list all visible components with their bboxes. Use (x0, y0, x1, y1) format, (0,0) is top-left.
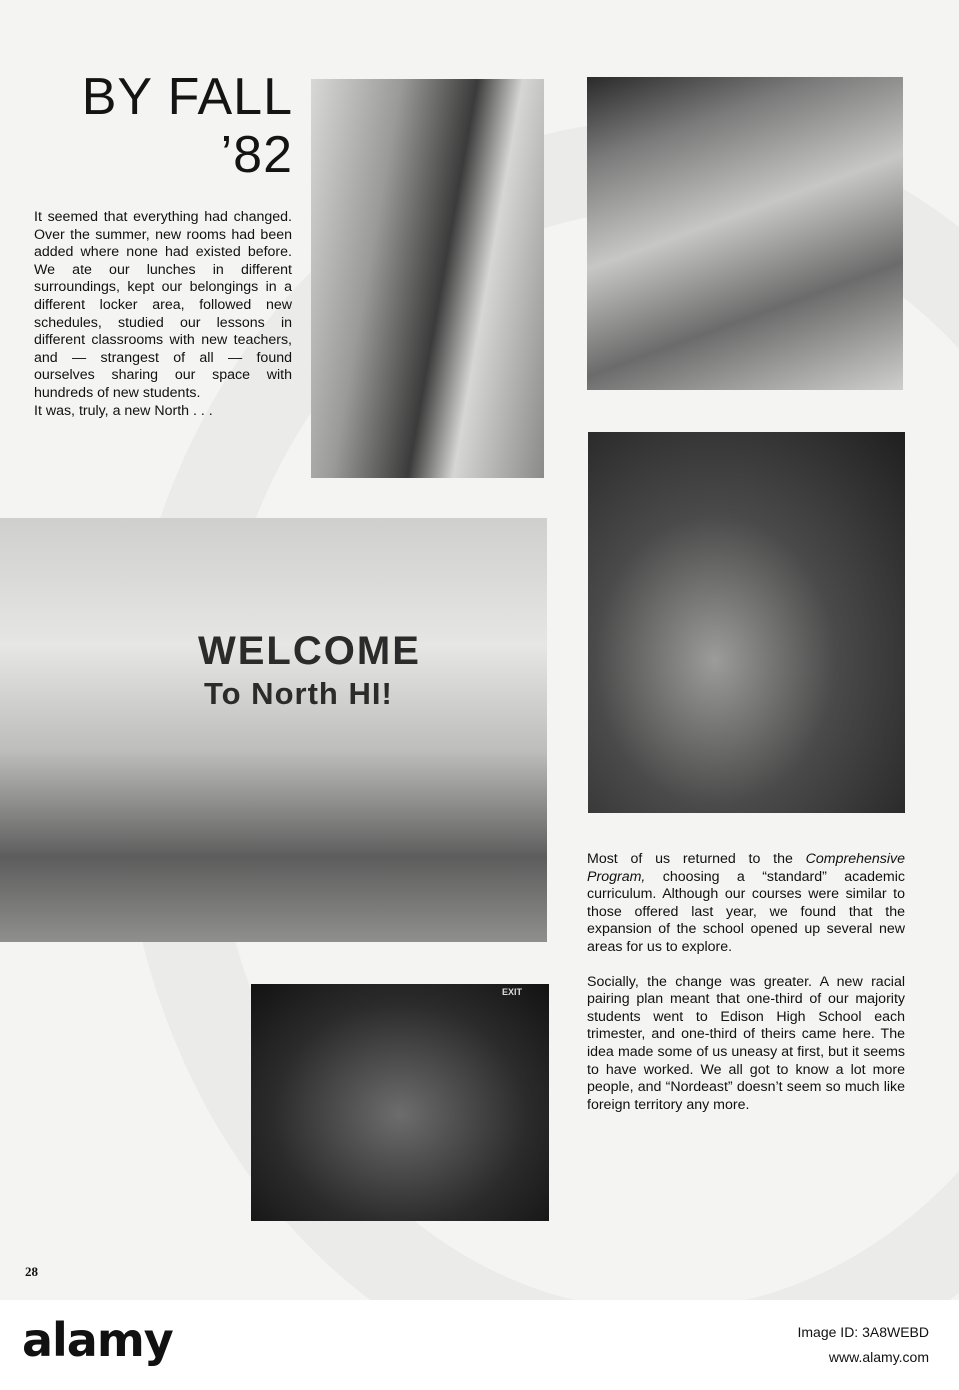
alamy-url[interactable]: www.alamy.com (828, 1349, 929, 1365)
para1-italic: Comprehensive Program, (587, 851, 905, 885)
banner-line-2: To North HI! (204, 676, 393, 711)
cafeteria-welcome-banner (198, 628, 448, 714)
exit-sign: EXIT (502, 987, 523, 997)
page-title (82, 68, 293, 184)
page-number: 28 (25, 1264, 38, 1279)
photo-worker-on-ladder (587, 77, 903, 390)
title-line-2: ’82 (220, 126, 293, 184)
image-id: Image ID: 3A8WEBD (797, 1324, 929, 1340)
banner-line-1: WELCOME (198, 629, 421, 673)
photo-crowded-hallway-students (588, 432, 905, 813)
body-paragraph-2: Socially, the change was greater. A new racial pairing plan meant that one-third of our majority students went to Edison High School each trimester, and one-third of theirs came here. The idea made some of us uneasy at first, but it seems to have worked. We all got to know a lot more people, and “Nordeast” doesn’t seem so much like foreign territory any more. (587, 973, 905, 1113)
photo-worker-installing-frame (311, 79, 544, 478)
body-paragraph-1 (587, 851, 905, 957)
photo-cafeteria (0, 518, 547, 942)
intro-paragraph: It seemed that everything had changed. Over the summer, new rooms had been added where none had existed before. We ate our lunches in different surroundings, kept our belongings in a different locker area, followed new schedules, studied our lessons in different classrooms with new teachers, and — strangest of all — found ourselves sharing our space with hundreds of new students. (34, 209, 292, 401)
alamy-logo[interactable]: alamy (22, 1313, 173, 1367)
intro-text (34, 209, 292, 420)
photo-students-in-hallway (251, 984, 549, 1221)
para1-rest: choosing a “standard” academic curriculum. Although our courses were similar to those offered last year, we found that the expansion of the school opened up several new areas for us to explore. (587, 868, 905, 955)
intro-closing: It was, truly, a new North . . . (34, 402, 213, 419)
body-text (587, 851, 905, 1131)
title-line-1: BY FALL (81, 68, 293, 126)
para1-prefix: Most of us returned to the (587, 851, 806, 867)
